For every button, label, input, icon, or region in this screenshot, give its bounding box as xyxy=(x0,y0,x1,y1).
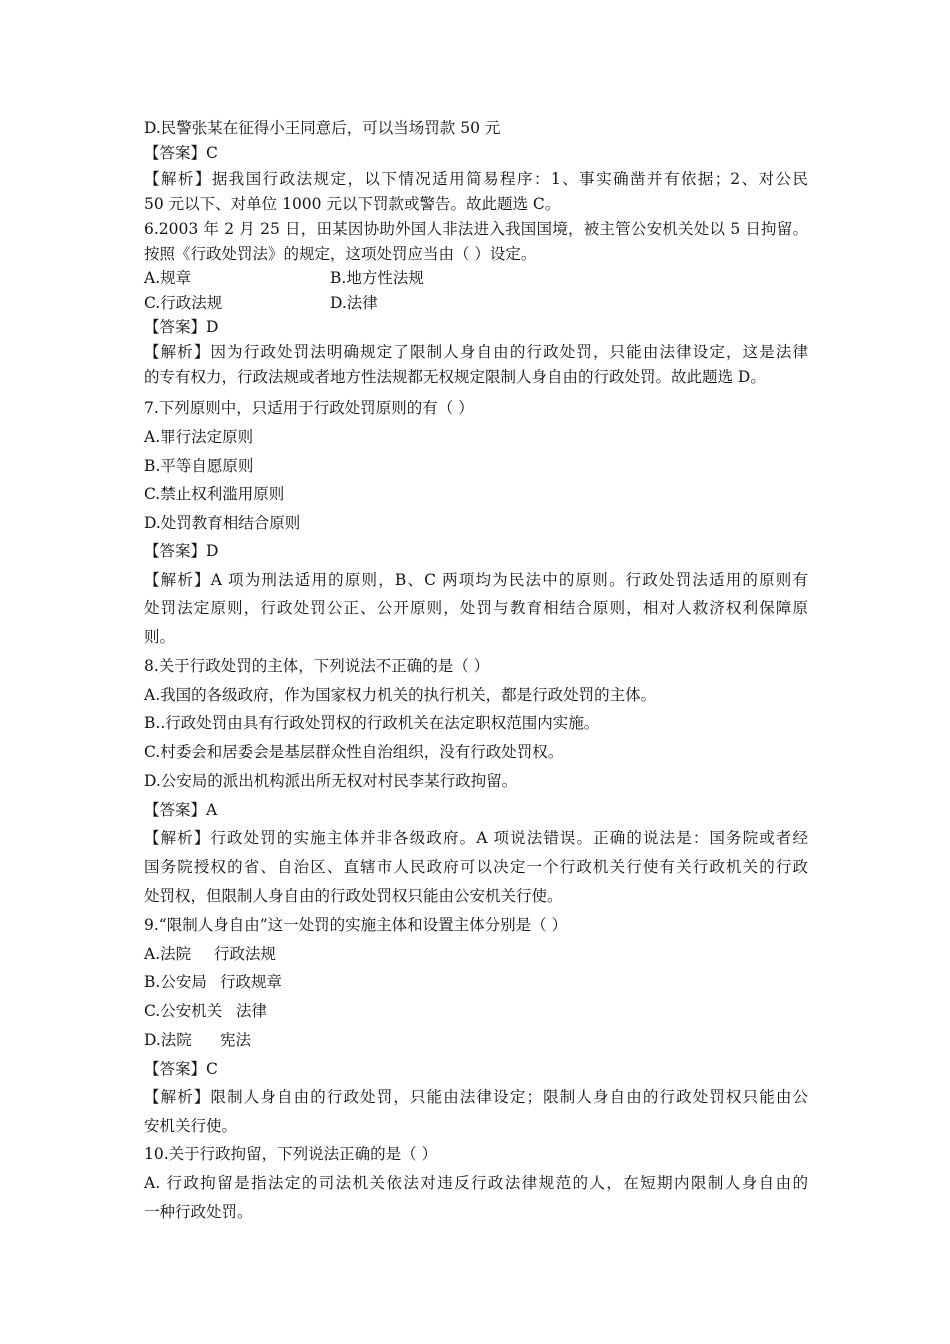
answer-q5: 【答案】C xyxy=(144,144,218,162)
option-d-q7: D.处罚教育相结合原则 xyxy=(144,514,301,532)
option-a-q10-line1: A. 行政拘留是指法定的司法机关依法对违反行政法律规范的人，在短期内限制人身自由的 xyxy=(144,1174,808,1192)
analysis-q7-line2: 处罚法定原则，行政处罚公正、公开原则，处罚与教育相结合原则，相对人救济权利保障原 xyxy=(144,599,808,617)
analysis-q9-line2: 安机关行使。 xyxy=(144,1117,238,1135)
option-a-q6-text: A.规章 xyxy=(144,269,192,287)
question-9: 9.“限制人身自由”这一处罚的实施主体和设置主体分别是（ ） xyxy=(144,916,568,934)
option-c-q6 xyxy=(144,293,808,313)
option-d-q9-label: D.法院 xyxy=(144,1031,192,1049)
option-d-q5: D.民警张某在征得小王同意后，可以当场罚款 50 元 xyxy=(144,119,501,137)
option-b-q9-value: 行政规章 xyxy=(220,973,283,991)
option-a-q7: A.罪行法定原则 xyxy=(144,428,254,446)
question-8: 8.关于行政处罚的主体，下列说法不正确的是（ ） xyxy=(144,657,490,675)
option-c-q8: C.村委会和居委会是基层群众性自治组织，没有行政处罚权。 xyxy=(144,743,564,761)
analysis-q8-line1: 【解析】行政处罚的实施主体并非各级政府。A 项说法错误。正确的说法是：国务院或者经 xyxy=(144,829,808,847)
analysis-q5-line1: 【解析】据我国行政法规定，以下情况适用简易程序：1、事实确凿并有依据；2、对公民 xyxy=(144,170,808,188)
option-d-q8: D.公安局的派出机构派出所无权对村民李某行政拘留。 xyxy=(144,772,518,790)
analysis-q9-line1: 【解析】限制人身自由的行政处罚，只能由法律设定；限制人身自由的行政处罚权只能由公 xyxy=(144,1088,808,1106)
option-c-q6-text: C.行政法规 xyxy=(144,294,223,312)
analysis-q6-line2: 的专有权力，行政法规或者地方性法规都无权规定限制人身自由的行政处罚。故此题选 D。 xyxy=(144,368,766,386)
option-d-q9-value: 宪法 xyxy=(220,1031,252,1049)
analysis-q8-line3: 处罚权，但限制人身自由的行政处罚权只能由公安机关行使。 xyxy=(144,887,563,905)
answer-q8: 【答案】A xyxy=(144,801,218,819)
option-b-q7: B.平等自愿原则 xyxy=(144,457,254,475)
analysis-q7-line3: 则。 xyxy=(144,628,176,646)
analysis-q5-line2: 50 元以下、对单位 1000 元以下罚款或警告。故此题选 C。 xyxy=(144,195,561,213)
option-a-q6 xyxy=(144,268,808,288)
answer-q9: 【答案】C xyxy=(144,1060,218,1078)
question-6-line1: 6.2003 年 2 月 25 日，田某因协助外国人非法进入我国国境，被主管公安机关处以 5 日拘留。 xyxy=(144,220,808,238)
option-b-q9-label: B.公安局 xyxy=(144,973,207,991)
answer-q7: 【答案】D xyxy=(144,542,219,560)
option-c-q9-label: C.公安机关 xyxy=(144,1002,223,1020)
option-b-q6-text: B.地方性法规 xyxy=(330,269,424,287)
question-10: 10.关于行政拘留，下列说法正确的是（ ） xyxy=(144,1145,438,1163)
option-c-q9 xyxy=(144,1001,808,1021)
option-a-q9 xyxy=(144,944,808,964)
option-a-q9-value: 行政法规 xyxy=(214,945,277,963)
option-a-q10-line2: 一种行政处罚。 xyxy=(144,1203,253,1221)
option-d-q9 xyxy=(144,1030,808,1050)
option-c-q9-value: 法律 xyxy=(236,1002,268,1020)
option-a-q8: A.我国的各级政府，作为国家权力机关的执行机关，都是行政处罚的主体。 xyxy=(144,686,657,704)
question-7: 7.下列原则中，只适用于行政处罚原则的有（ ） xyxy=(144,399,474,417)
option-c-q7: C.禁止权利滥用原则 xyxy=(144,485,285,503)
analysis-q7-line1: 【解析】A 项为刑法适用的原则，B、C 两项均为民法中的原则。行政处罚法适用的原则有 xyxy=(144,571,808,589)
answer-q6: 【答案】D xyxy=(144,318,219,336)
option-b-q8: B..行政处罚由具有行政处罚权的行政机关在法定职权范围内实施。 xyxy=(144,714,600,732)
option-d-q6-text: D.法律 xyxy=(330,294,378,312)
option-b-q9 xyxy=(144,972,808,992)
question-6-line2: 按照《行政处罚法》的规定，这项处罚应当由（ ）设定。 xyxy=(144,245,537,263)
analysis-q6-line1: 【解析】因为行政处罚法明确规定了限制人身自由的行政处罚，只能由法律设定，这是法律 xyxy=(144,343,808,361)
analysis-q8-line2: 国务院授权的省、自治区、直辖市人民政府可以决定一个行政机关行使有关行政机关的行政 xyxy=(144,858,808,876)
option-a-q9-label: A.法院 xyxy=(144,945,192,963)
